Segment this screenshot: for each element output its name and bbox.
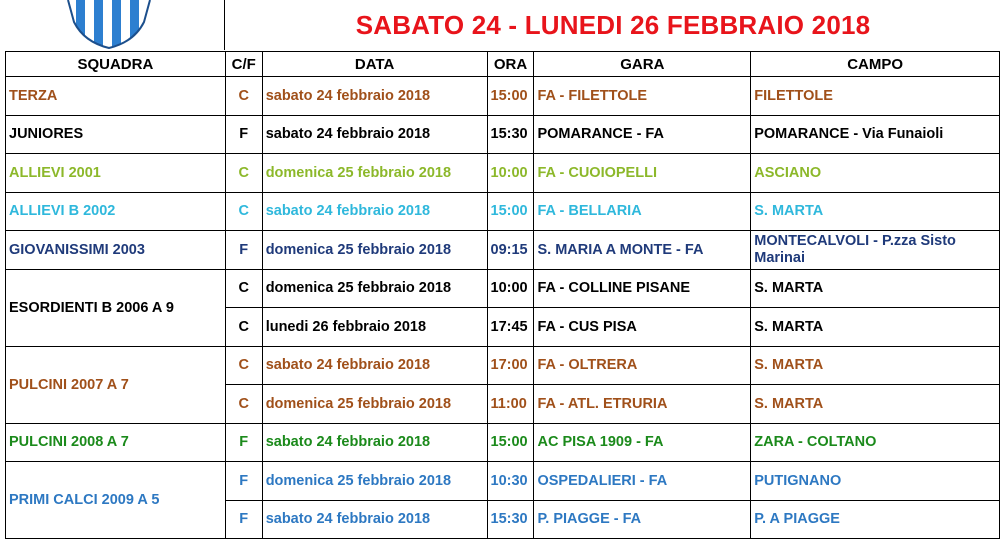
match-time: 15:30 [487,115,534,154]
match-venue: POMARANCE - Via Funaioli [751,115,1000,154]
team-name: ALLIEVI B 2002 [6,192,226,231]
match-date: sabato 24 febbraio 2018 [262,500,487,539]
header-data: DATA [262,52,487,77]
team-name: ESORDIENTI B 2006 A 9 [6,269,226,346]
match-venue: ZARA - COLTANO [751,423,1000,462]
team-name: PRIMI CALCI 2009 A 5 [6,462,226,539]
match-fixture: POMARANCE - FA [534,115,751,154]
match-fixture: FA - BELLARIA [534,192,751,231]
match-time: 17:00 [487,346,534,385]
table-row [6,192,1000,231]
home-away: C [225,308,262,347]
match-date: sabato 24 febbraio 2018 [262,115,487,154]
match-date: domenica 25 febbraio 2018 [262,385,487,424]
home-away: C [225,269,262,308]
match-venue: P. A PIAGGE [751,500,1000,539]
match-date: domenica 25 febbraio 2018 [262,269,487,308]
home-away: C [225,192,262,231]
match-fixture: OSPEDALIERI - FA [534,462,751,501]
table-row [6,77,1000,116]
team-name: ALLIEVI 2001 [6,154,226,193]
table-row [6,231,1000,270]
home-away: F [225,500,262,539]
home-away: F [225,423,262,462]
header-divider [224,0,225,50]
match-date: sabato 24 febbraio 2018 [262,423,487,462]
match-venue: FILETTOLE [751,77,1000,116]
header-squadra: SQUADRA [6,52,226,77]
team-name: JUNIORES [6,115,226,154]
match-time: 09:15 [487,231,534,270]
page-title: SABATO 24 - LUNEDI 26 FEBBRAIO 2018 [355,10,871,40]
match-fixture: FA - FILETTOLE [534,77,751,116]
match-fixture: S. MARIA A MONTE - FA [534,231,751,270]
home-away: C [225,154,262,193]
match-time: 15:00 [487,423,534,462]
match-time: 15:30 [487,500,534,539]
table-row [6,346,1000,385]
header-ora: ORA [487,52,534,77]
match-venue: S. MARTA [751,385,1000,424]
table-row [6,423,1000,462]
match-fixture: AC PISA 1909 - FA [534,423,751,462]
club-logo-shield-icon [64,0,154,50]
match-date: domenica 25 febbraio 2018 [262,462,487,501]
match-venue: S. MARTA [751,269,1000,308]
match-venue: ASCIANO [751,154,1000,193]
match-time: 10:00 [487,269,534,308]
home-away: F [225,115,262,154]
match-fixture: FA - CUS PISA [534,308,751,347]
header-campo: CAMPO [751,52,1000,77]
table-row [6,269,1000,308]
table-row [6,115,1000,154]
match-venue: S. MARTA [751,346,1000,385]
team-name: PULCINI 2008 A 7 [6,423,226,462]
match-venue: PUTIGNANO [751,462,1000,501]
header-cf: C/F [225,52,262,77]
match-fixture: FA - COLLINE PISANE [534,269,751,308]
home-away: F [225,231,262,270]
match-fixture: FA - ATL. ETRURIA [534,385,751,424]
match-venue: MONTECALVOLI - P.zza Sisto Marinai [751,231,1000,270]
match-time: 15:00 [487,77,534,116]
team-name: GIOVANISSIMI 2003 [6,231,226,270]
match-date: domenica 25 febbraio 2018 [262,154,487,193]
match-time: 17:45 [487,308,534,347]
home-away: C [225,346,262,385]
team-name: TERZA [6,77,226,116]
match-date: sabato 24 febbraio 2018 [262,77,487,116]
header-area [0,0,1000,54]
table-row [6,154,1000,193]
team-name: PULCINI 2007 A 7 [6,346,226,423]
match-time: 11:00 [487,385,534,424]
home-away: C [225,77,262,116]
table-header-row [6,52,1000,77]
match-time: 10:30 [487,462,534,501]
home-away: F [225,462,262,501]
table-row [6,462,1000,501]
home-away: C [225,385,262,424]
match-fixture: FA - OLTRERA [534,346,751,385]
match-date: lunedi 26 febbraio 2018 [262,308,487,347]
match-date: sabato 24 febbraio 2018 [262,346,487,385]
match-venue: S. MARTA [751,192,1000,231]
match-time: 10:00 [487,154,534,193]
match-date: domenica 25 febbraio 2018 [262,231,487,270]
schedule-table [5,51,1000,539]
match-venue: S. MARTA [751,308,1000,347]
header-gara: GARA [534,52,751,77]
match-time: 15:00 [487,192,534,231]
match-fixture: P. PIAGGE - FA [534,500,751,539]
match-date: sabato 24 febbraio 2018 [262,192,487,231]
match-fixture: FA - CUOIOPELLI [534,154,751,193]
